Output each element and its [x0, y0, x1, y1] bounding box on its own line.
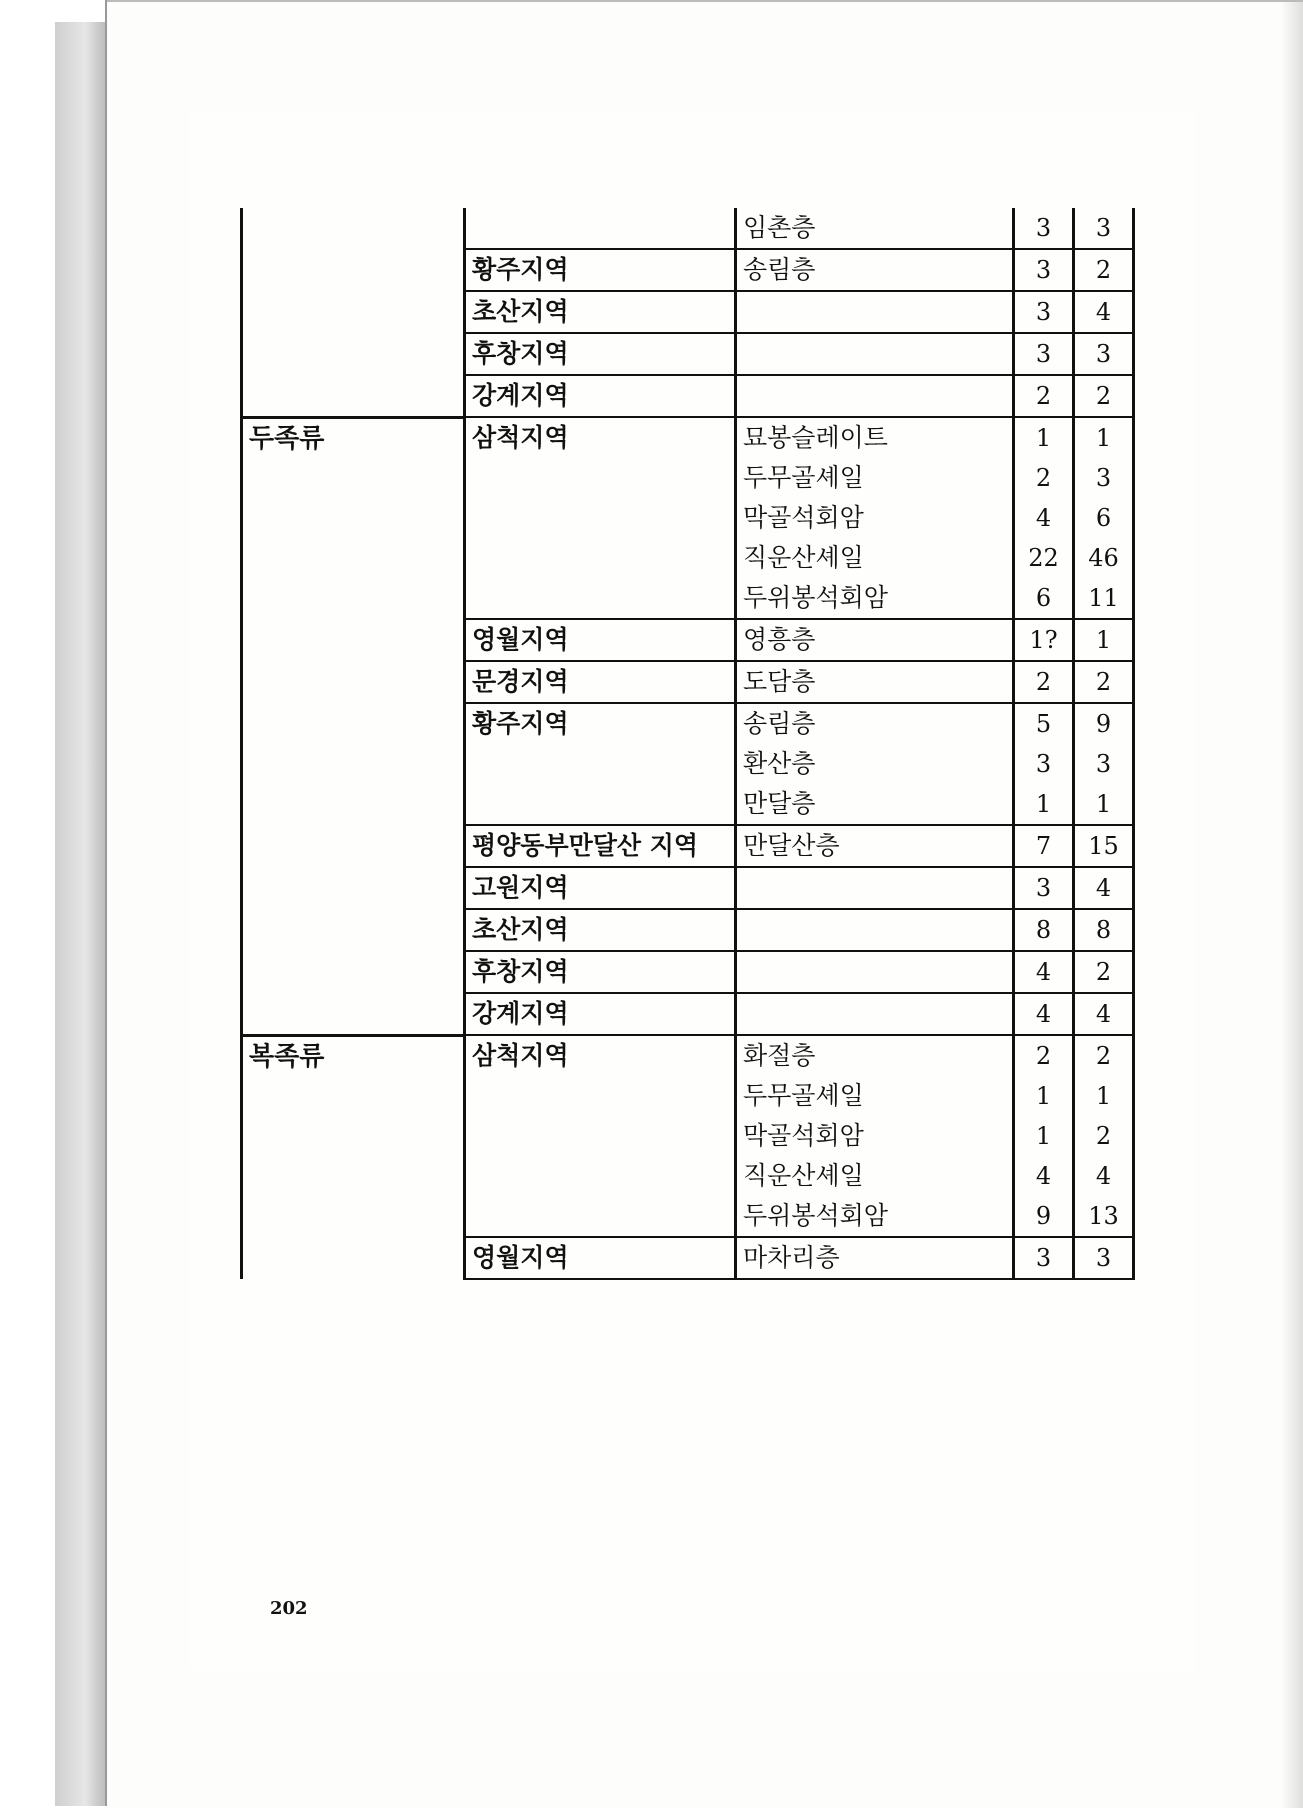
count-species-cell [1014, 825, 1074, 867]
book-spine-edge [55, 22, 105, 1806]
formation-cell [736, 249, 1014, 291]
count-specimens-cell [1074, 703, 1134, 825]
formation-cell-line: 마차리층 [743, 1243, 840, 1272]
formation-cell-line [743, 376, 1006, 416]
region-cell: 문경지역 [465, 661, 736, 703]
table-row [242, 208, 1134, 249]
count-specimens-cell-line: 15 [1088, 832, 1119, 860]
table-row [242, 417, 1134, 619]
formation-cell [736, 661, 1014, 703]
count-species-cell-line: 3 [1035, 1244, 1052, 1272]
count-specimens-cell-line: 46 [1088, 544, 1119, 572]
formation-cell [736, 703, 1014, 825]
count-species-cell-line: 3 [1035, 340, 1052, 368]
count-species-cell [1014, 951, 1074, 993]
region-cell: 영월지역 [465, 619, 736, 661]
formation-cell-line: 임촌층 [743, 213, 816, 242]
region-cell: 초산지역 [465, 909, 736, 951]
count-species-cell-line: 3 [1035, 298, 1052, 326]
count-specimens-cell [1074, 249, 1134, 291]
count-species-cell-line: 3 [1035, 750, 1052, 778]
count-species-cell [1014, 417, 1074, 619]
formation-cell-line [743, 868, 1006, 908]
count-specimens-cell-line: 2 [1095, 958, 1112, 986]
count-species-cell-line: 1? [1029, 626, 1058, 654]
formation-cell [736, 993, 1014, 1035]
count-specimens-cell-line: 3 [1095, 340, 1112, 368]
formation-cell-line: 두무골셰일 [743, 463, 864, 492]
count-specimens-cell-line: 2 [1095, 1042, 1112, 1070]
count-specimens-cell-line: 3 [1095, 1244, 1112, 1272]
count-specimens-cell-line: 11 [1088, 584, 1119, 612]
formation-cell [736, 333, 1014, 375]
formation-cell-line: 도담층 [743, 667, 816, 696]
count-species-cell [1014, 909, 1074, 951]
formation-cell [736, 1237, 1014, 1279]
count-species-cell-line: 1 [1035, 1122, 1052, 1150]
formation-cell-line [743, 952, 1006, 992]
count-species-cell-line: 7 [1035, 832, 1052, 860]
count-specimens-cell [1074, 661, 1134, 703]
formation-cell-line: 묘봉슬레이트 [743, 423, 888, 452]
formation-cell-line: 막골석회암 [743, 503, 864, 532]
count-specimens-cell [1074, 333, 1134, 375]
count-species-cell [1014, 208, 1074, 249]
region-cell: 후창지역 [465, 333, 736, 375]
count-species-cell-line: 5 [1035, 710, 1052, 738]
count-specimens-cell [1074, 619, 1134, 661]
count-species-cell-line: 3 [1035, 256, 1052, 284]
formation-cell-line: 두무골셰일 [743, 1081, 864, 1110]
count-specimens-cell-line: 1 [1095, 424, 1112, 452]
count-species-cell [1014, 291, 1074, 333]
count-specimens-cell-line: 2 [1095, 1122, 1112, 1150]
count-specimens-cell-line: 1 [1095, 626, 1112, 654]
count-specimens-cell [1074, 208, 1134, 249]
formation-cell [736, 417, 1014, 619]
count-species-cell-line: 4 [1035, 1162, 1052, 1190]
formation-cell [736, 208, 1014, 249]
page-shadow [1281, 2, 1303, 1808]
count-species-cell [1014, 703, 1074, 825]
count-species-cell-line: 6 [1035, 584, 1052, 612]
count-specimens-cell-line: 4 [1095, 874, 1112, 902]
group-name-cell: 두족류 [242, 417, 465, 1035]
count-species-cell [1014, 249, 1074, 291]
count-specimens-cell-line: 9 [1095, 710, 1112, 738]
count-species-cell-line: 4 [1035, 1000, 1052, 1028]
fossil-specimen-table [240, 208, 1135, 1280]
region-cell: 영월지역 [465, 1237, 736, 1279]
count-species-cell-line: 9 [1035, 1202, 1052, 1230]
count-species-cell-line: 3 [1035, 214, 1052, 242]
formation-cell-line [743, 910, 1006, 950]
formation-cell-line: 송림층 [743, 709, 816, 738]
formation-cell-line: 두위봉석회암 [743, 1201, 888, 1230]
count-specimens-cell [1074, 417, 1134, 619]
count-species-cell-line: 1 [1035, 1082, 1052, 1110]
count-species-cell-line: 1 [1035, 424, 1052, 452]
formation-cell [736, 375, 1014, 417]
count-species-cell [1014, 1035, 1074, 1237]
count-specimens-cell-line: 2 [1095, 382, 1112, 410]
count-specimens-cell-line: 4 [1095, 1000, 1112, 1028]
count-species-cell-line: 2 [1035, 464, 1052, 492]
count-species-cell [1014, 619, 1074, 661]
count-specimens-cell-line: 3 [1095, 464, 1112, 492]
count-specimens-cell [1074, 1237, 1134, 1279]
formation-cell-line: 막골석회암 [743, 1121, 864, 1150]
count-specimens-cell-line: 2 [1095, 256, 1112, 284]
count-species-cell [1014, 1237, 1074, 1279]
formation-cell-line: 두위봉석회암 [743, 583, 888, 612]
count-species-cell-line: 1 [1035, 790, 1052, 818]
count-specimens-cell-line: 3 [1095, 750, 1112, 778]
table-body [242, 208, 1134, 1279]
group-name-cell: 복족류 [242, 1035, 465, 1279]
region-cell: 평양동부만달산 지역 [465, 825, 736, 867]
count-species-cell-line: 3 [1035, 874, 1052, 902]
region-cell: 삼척지역 [465, 417, 736, 619]
count-species-cell-line: 8 [1035, 916, 1052, 944]
region-cell: 초산지역 [465, 291, 736, 333]
count-specimens-cell [1074, 375, 1134, 417]
formation-cell [736, 909, 1014, 951]
formation-cell-line: 직운산셰일 [743, 543, 864, 572]
region-cell: 강계지역 [465, 375, 736, 417]
count-specimens-cell-line: 6 [1095, 504, 1112, 532]
count-specimens-cell-line: 1 [1095, 1082, 1112, 1110]
region-cell: 강계지역 [465, 993, 736, 1035]
region-cell: 후창지역 [465, 951, 736, 993]
formation-cell-line: 만달산층 [743, 831, 840, 860]
count-specimens-cell-line: 8 [1095, 916, 1112, 944]
region-cell [465, 208, 736, 249]
formation-cell [736, 825, 1014, 867]
count-species-cell-line: 2 [1035, 382, 1052, 410]
count-specimens-cell-line: 4 [1095, 1162, 1112, 1190]
group-name-cell [242, 208, 465, 417]
formation-cell [736, 867, 1014, 909]
region-cell: 고원지역 [465, 867, 736, 909]
formation-cell [736, 951, 1014, 993]
count-specimens-cell-line: 13 [1088, 1202, 1119, 1230]
count-species-cell-line: 4 [1035, 504, 1052, 532]
formation-cell-line [743, 292, 1006, 332]
count-species-cell [1014, 993, 1074, 1035]
count-species-cell-line: 2 [1035, 1042, 1052, 1070]
region-cell: 황주지역 [465, 249, 736, 291]
region-cell: 삼척지역 [465, 1035, 736, 1237]
count-specimens-cell-line: 2 [1095, 668, 1112, 696]
count-specimens-cell [1074, 909, 1134, 951]
count-species-cell-line: 4 [1035, 958, 1052, 986]
count-specimens-cell [1074, 993, 1134, 1035]
formation-cell-line: 송림층 [743, 255, 816, 284]
count-species-cell [1014, 375, 1074, 417]
formation-cell-line [743, 994, 1006, 1034]
count-specimens-cell [1074, 825, 1134, 867]
count-specimens-cell-line: 4 [1095, 298, 1112, 326]
count-species-cell-line: 2 [1035, 668, 1052, 696]
formation-cell [736, 1035, 1014, 1237]
formation-cell [736, 291, 1014, 333]
count-species-cell [1014, 867, 1074, 909]
count-species-cell [1014, 333, 1074, 375]
formation-cell-line: 만달층 [743, 789, 816, 818]
region-cell: 황주지역 [465, 703, 736, 825]
count-species-cell [1014, 661, 1074, 703]
formation-cell-line: 화절층 [743, 1041, 816, 1070]
formation-cell-line [743, 334, 1006, 374]
formation-cell [736, 619, 1014, 661]
count-species-cell-line: 22 [1028, 544, 1059, 572]
count-specimens-cell [1074, 867, 1134, 909]
formation-cell-line: 환산층 [743, 749, 816, 778]
formation-cell-line: 직운산셰일 [743, 1161, 864, 1190]
count-specimens-cell-line: 3 [1095, 214, 1112, 242]
count-specimens-cell [1074, 291, 1134, 333]
page-number: 202 [270, 1598, 308, 1619]
count-specimens-cell [1074, 951, 1134, 993]
formation-cell-line: 영흥층 [743, 625, 816, 654]
count-specimens-cell-line: 1 [1095, 790, 1112, 818]
table-row [242, 1035, 1134, 1237]
count-specimens-cell [1074, 1035, 1134, 1237]
